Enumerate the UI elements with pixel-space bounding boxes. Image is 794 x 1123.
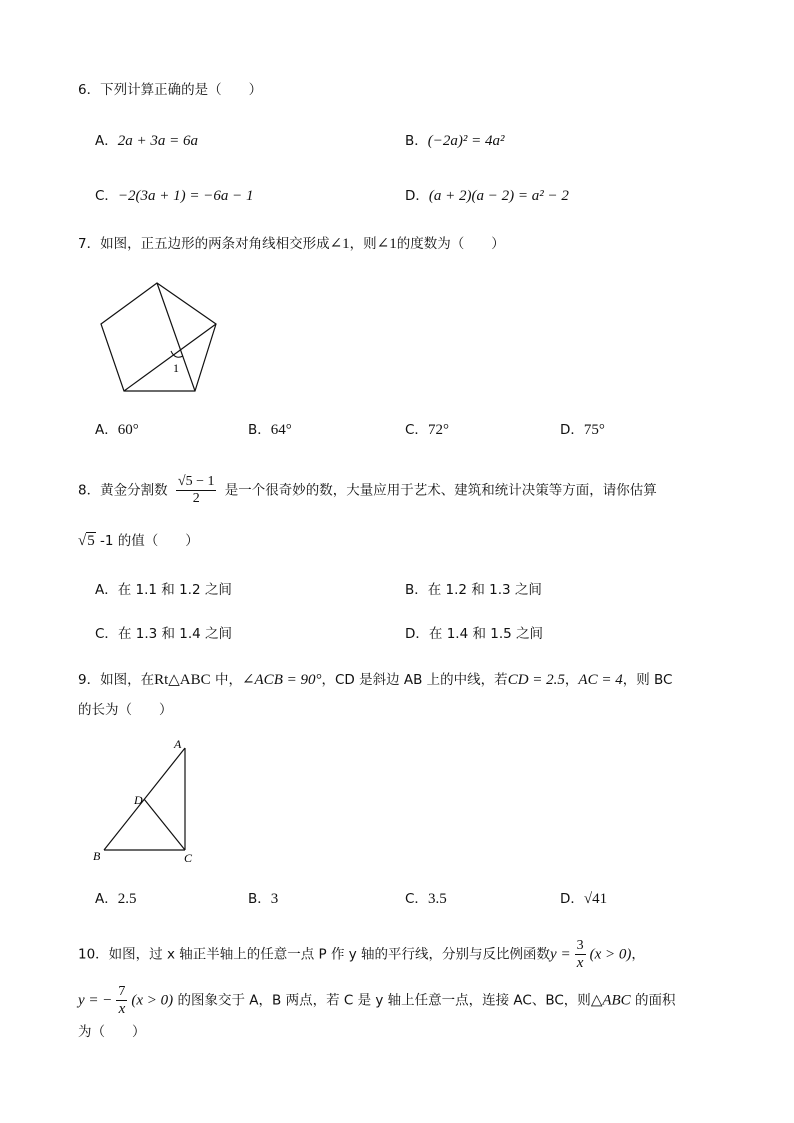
q10-stem-line2: y = − $\frac{7}{x}$ (x > 0) 的图象交于 A，B 两点，若 C 是 y 轴上任意一点，连接 AC、BC，则△ABC 的面积 xyxy=(78,984,676,1017)
q6-option-b[interactable]: B．(−2a)² = 4a² xyxy=(405,133,505,149)
angle-label-1: 1 xyxy=(173,361,179,375)
q7-option-d[interactable]: D．75° xyxy=(560,422,605,438)
sqrt-5: √5 xyxy=(78,533,95,549)
q6-stem: 6．下列计算正确的是（ ） xyxy=(78,82,263,98)
q9-option-c[interactable]: C．3.5 xyxy=(405,891,447,907)
point-b-label: B xyxy=(93,849,101,863)
q8-option-d[interactable]: D．在 1.4 和 1.5 之间 xyxy=(405,626,544,642)
q7-option-c[interactable]: C．72° xyxy=(405,422,449,438)
q8-option-c[interactable]: C．在 1.3 和 1.4 之间 xyxy=(95,626,233,642)
point-a-label: A xyxy=(174,737,182,751)
q8-option-b[interactable]: B．在 1.2 和 1.3 之间 xyxy=(405,582,542,598)
q10-stem-line3: 为（ ） xyxy=(78,1024,146,1040)
q7-option-b[interactable]: B．64° xyxy=(248,422,292,438)
q7-option-a[interactable]: A．60° xyxy=(95,422,139,438)
q8-option-a[interactable]: A．在 1.1 和 1.2 之间 xyxy=(95,582,232,598)
q9-option-d[interactable]: D．√41 xyxy=(560,891,608,907)
q6-option-c[interactable]: C．−2(3a + 1) = −6a − 1 xyxy=(95,188,254,204)
q9-stem-line1: 9．如图，在Rt△ABC 中，∠ACB = 90°，CD 是斜边 AB 上的中线，若CD = 2.5，AC = 4，则 BC xyxy=(78,672,673,688)
q8-stem-line2: √5 -1 的值（ ） xyxy=(78,533,199,549)
point-d-label: D xyxy=(134,793,143,807)
median-cd xyxy=(144,799,185,850)
point-c-label: C xyxy=(184,851,193,865)
q8-stem-line1: 8．黄金分割数 $\frac{√5 - 1}{2}$ 是一个很奇妙的数，大量应用于艺术、建筑和统计决策等方面，请你估算 xyxy=(78,474,657,506)
q10-stem-line1: 10．如图，过 x 轴正半轴上的任意一点 P 作 y 轴的平行线，分别与反比例函数y = $\frac{3}{x}$ (x > 0)， xyxy=(78,938,645,971)
diagonal-2 xyxy=(124,324,216,391)
golden-ratio-fraction: $\frac{√5 - 1}{2}$ xyxy=(177,474,215,506)
q7-stem: 7．如图，正五边形的两条对角线相交形成∠1，则∠1的度数为（ ） xyxy=(78,236,505,252)
pentagon-figure xyxy=(95,278,225,398)
triangle-figure xyxy=(88,736,208,870)
q9-stem-line2: 的长为（ ） xyxy=(78,702,173,718)
q6-option-a[interactable]: A．2a + 3a = 6a xyxy=(95,133,198,149)
function-1-fraction: $\frac{3}{x}$ xyxy=(576,938,584,971)
function-2-fraction: $\frac{7}{x}$ xyxy=(118,984,126,1017)
q6-option-d[interactable]: D．(a + 2)(a − 2) = a² − 2 xyxy=(405,188,569,204)
q9-option-a[interactable]: A．2.5 xyxy=(95,891,137,907)
q9-option-b[interactable]: B．3 xyxy=(248,891,279,907)
